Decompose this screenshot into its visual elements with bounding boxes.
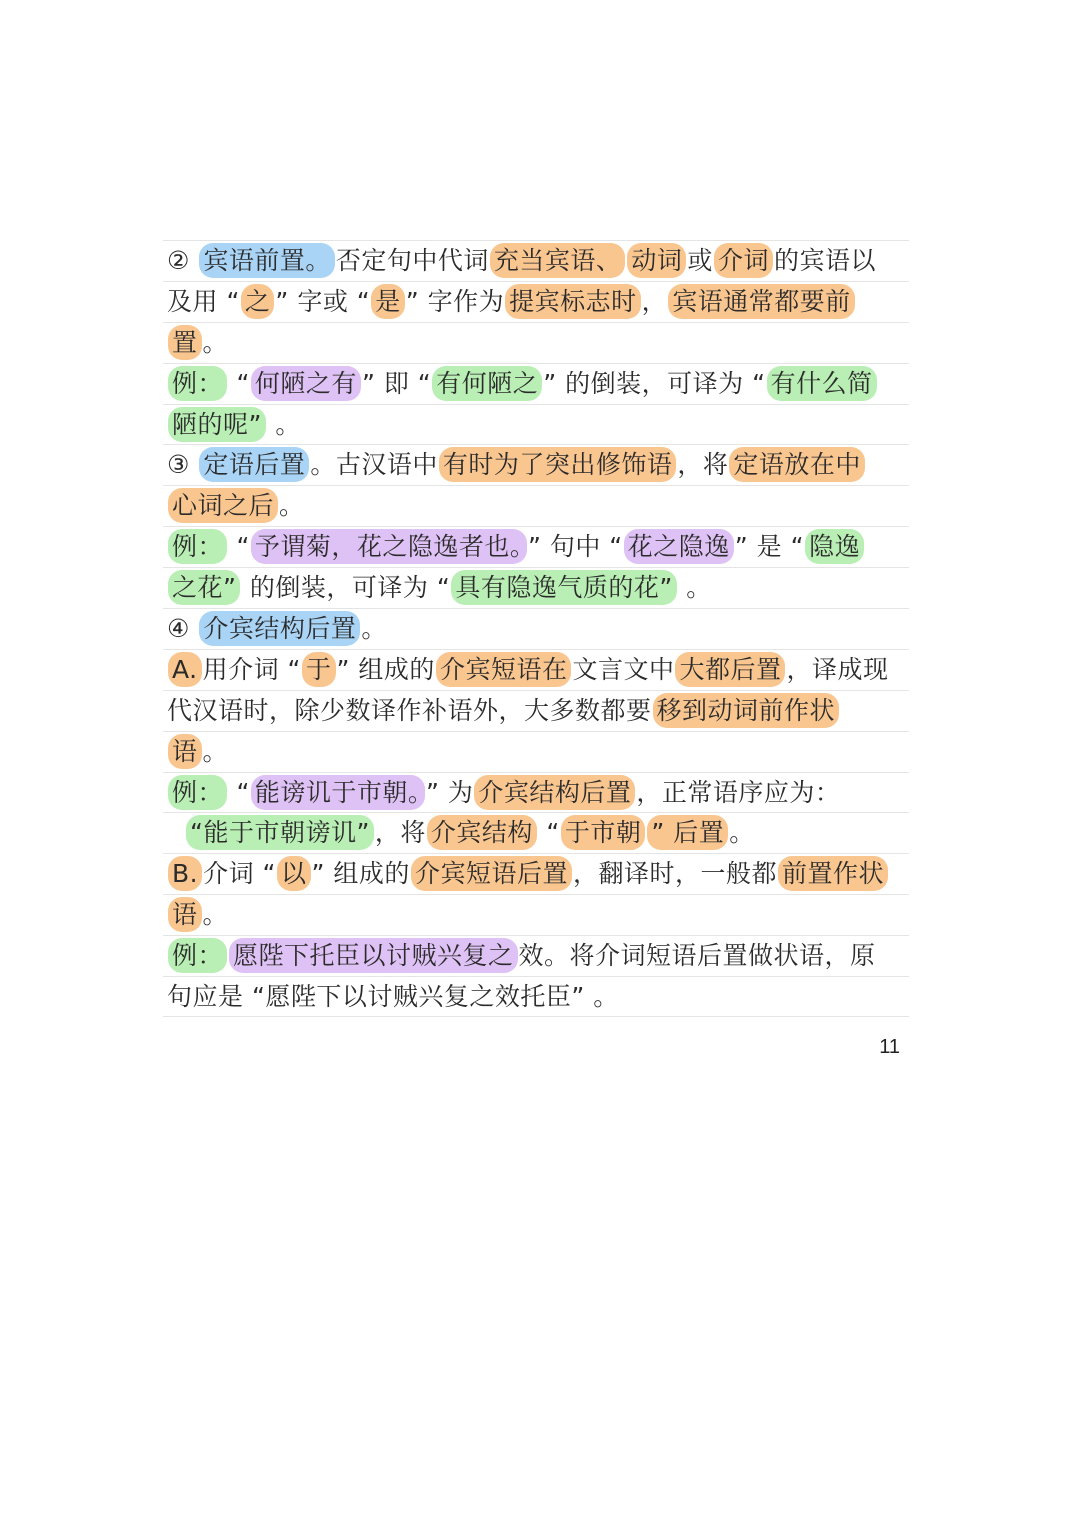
highlight-orange: 语 [168, 734, 202, 769]
note-line [163, 240, 909, 281]
text-segment: ” 组成的 [336, 654, 435, 684]
highlight-orange: 语 [168, 897, 202, 932]
highlight-green: 例： [168, 775, 227, 810]
text-segment: “ [228, 368, 250, 398]
note-line [163, 731, 909, 772]
note-line [163, 567, 909, 608]
text-segment: ，译成现 [786, 654, 889, 684]
highlight-orange: 定语放在中 [729, 447, 865, 482]
highlight-orange: 介宾结构 [427, 815, 537, 850]
note-line [163, 812, 909, 853]
text-segment: 的宾语以 [773, 246, 876, 275]
text-segment: 。 [279, 491, 305, 521]
highlight-blue: 定语后置 [199, 447, 309, 482]
text-segment: ” 的倒装，可译为 “ [543, 368, 766, 398]
notes-page [163, 240, 909, 1017]
highlight-green: 隐逸 [805, 529, 864, 564]
highlight-orange: A. [168, 652, 202, 687]
highlight-orange: 介宾短语后置 [411, 856, 572, 891]
highlight-green: 有什么简 [767, 366, 877, 401]
text-segment: 。 [202, 900, 229, 930]
text-segment: 的倒装，可译为 “ [241, 573, 451, 603]
highlight-blue: 介宾结构后置 [199, 611, 360, 646]
highlight-orange: 心词之后 [168, 488, 278, 523]
text-segment: “ [228, 532, 250, 562]
highlight-green: 例： [168, 529, 227, 564]
highlight-green: 陋的呢” [168, 407, 266, 442]
text-segment: ，正常语序应为： [636, 777, 841, 807]
note-line [163, 322, 909, 363]
highlight-orange: 前置作状 [778, 856, 888, 891]
highlight-orange: 动词 [627, 243, 686, 278]
text-segment: 及用 “ [167, 286, 240, 316]
highlight-orange: 是 [371, 284, 405, 319]
highlight-green: 具有隐逸气质的花” [451, 570, 676, 605]
text-segment: 用介词 “ [202, 654, 302, 684]
highlight-blue: 宾语前置。 [199, 243, 335, 278]
text-segment: 否定句中代词 [335, 246, 489, 275]
text-segment: 句应是 “愿陛下以讨贼兴复之效托臣” 。 [167, 982, 619, 1012]
note-line [163, 853, 909, 894]
note-line [163, 485, 909, 526]
note-line [163, 690, 909, 731]
note-line [163, 894, 909, 935]
highlight-orange: ” 后置 [647, 815, 728, 850]
text-segment: 。 [202, 327, 229, 357]
text-segment: ③ [167, 450, 199, 480]
highlight-orange: 有时为了突出修饰语 [439, 447, 677, 482]
text-segment: 。 [729, 818, 755, 848]
highlight-orange: 于市朝 [561, 815, 646, 850]
note-line [163, 404, 909, 445]
text-segment: 。古汉语中 [310, 450, 438, 480]
highlight-green: 之花” [168, 570, 240, 605]
highlight-orange: 介宾结构后置 [474, 775, 635, 810]
text-segment: 。 [677, 573, 712, 603]
text-segment: ” 组成的 [311, 859, 410, 889]
highlight-orange: 提宾标志时 [505, 284, 641, 319]
text-segment: 或 [687, 246, 713, 275]
text-segment: ” 句中 “ [527, 532, 623, 562]
text-segment: ” 字作为 [405, 286, 505, 316]
text-segment: ” 为 [425, 777, 474, 807]
text-segment: 介词 “ [203, 859, 277, 889]
text-segment: 代汉语时，除少数译作补语外，大多数都要 [167, 695, 652, 725]
text-segment: “ [537, 818, 560, 848]
note-line [163, 526, 909, 567]
text-segment: 。 [361, 614, 387, 644]
highlight-orange: 介宾短语在 [436, 652, 572, 687]
note-line [163, 444, 909, 485]
highlight-orange: 置 [168, 325, 202, 360]
highlight-green: 例： [168, 938, 227, 973]
highlight-green: “能于市朝谤讥” [186, 815, 374, 850]
note-line [163, 608, 909, 649]
text-segment: 效。将介词短语后置做状语，原 [518, 941, 876, 971]
highlight-purple: 愿陛下托臣以讨贼兴复之 [229, 938, 518, 973]
text-segment: 。 [202, 736, 229, 766]
page-number: 11 [879, 1036, 900, 1058]
note-line [163, 976, 909, 1017]
highlight-orange: B. [168, 856, 202, 891]
text-segment: ” 即 “ [361, 368, 432, 398]
text-segment: ② [167, 246, 199, 275]
note-line [163, 281, 909, 322]
highlight-orange: 于 [302, 652, 336, 687]
text-segment: ， [641, 286, 668, 316]
highlight-orange: 宾语通常都要前 [668, 284, 855, 319]
highlight-green: 例： [168, 366, 227, 401]
highlight-green: 有何陋之 [432, 366, 542, 401]
note-line [163, 649, 909, 690]
text-segment: 。 [266, 409, 301, 439]
text-segment: ，翻译时，一般都 [572, 859, 777, 889]
text-segment: 文言文中 [572, 654, 675, 684]
highlight-orange: 充当宾语、 [490, 243, 626, 278]
highlight-purple: 能谤讥于市朝。 [251, 775, 425, 810]
highlight-purple: 予谓菊，花之隐逸者也。 [251, 529, 527, 564]
highlight-orange: 介词 [714, 243, 773, 278]
text-segment: ④ [167, 614, 199, 644]
highlight-purple: 何陋之有 [251, 366, 361, 401]
highlight-orange: 以 [277, 856, 311, 891]
note-line [163, 772, 909, 813]
text-segment: ” 是 “ [734, 532, 805, 562]
text-segment: ，将 [374, 818, 426, 848]
highlight-orange: 之 [241, 284, 275, 319]
highlight-purple: 花之隐逸 [624, 529, 734, 564]
note-line [163, 935, 909, 976]
text-segment: ，将 [677, 450, 729, 480]
text-segment: ” 字或 “ [275, 286, 371, 316]
highlight-orange: 移到动词前作状 [653, 693, 840, 728]
note-line [163, 363, 909, 404]
highlight-orange: 大都后置 [675, 652, 785, 687]
text-segment: “ [228, 777, 250, 807]
